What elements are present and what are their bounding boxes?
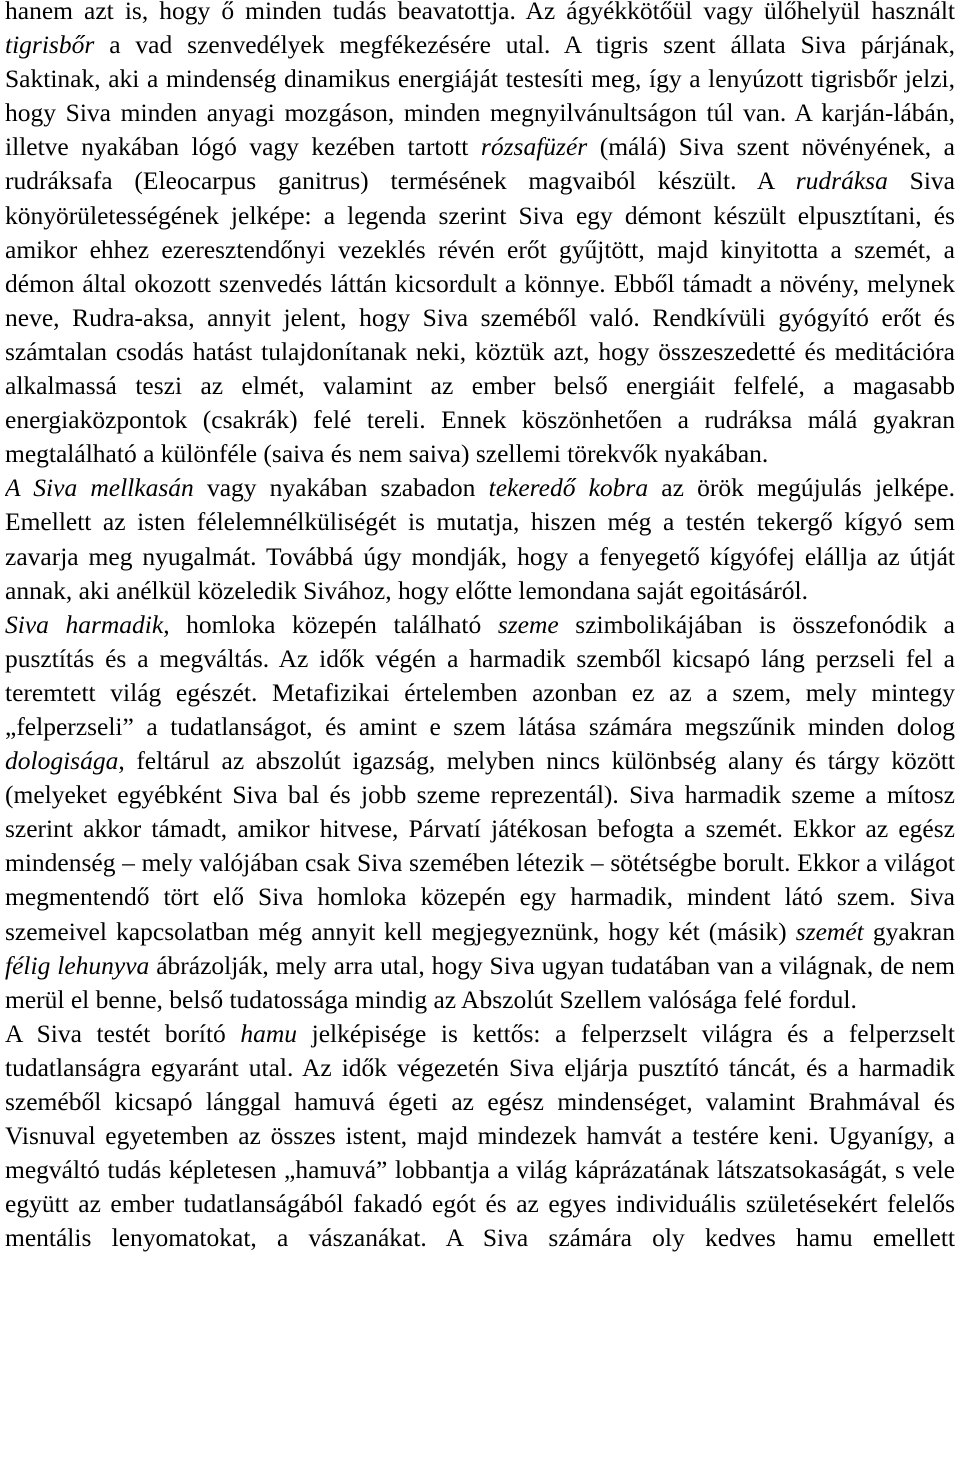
italic-term-tigrisbor: tigrisbőr [5, 30, 95, 60]
italic-term-rozsafuzer: rózsafüzér [480, 132, 588, 162]
text-segment: Siva könyörületességének jelképe: a legenda szerint Siva egy démont készült elpusztítani, és amikor ehhez ezeresztendőnyi vezeklés révén erőt gyűjtött, majd kinyitotta a szemét, a démon által okozott szenvedés láttán kicsordult a könnye. Ebből támadt a növény, melynek neve, Rudra-aksa, annyit jelent, hogy Siva szeméből való. Rendkívüli gyógyító erőt és számtalan csodás hatást tulajdonítanak neki, köztük azt, hogy összeszedetté és meditációra alkalmassá teszi az elmét, valamint az ember belső energiáit felfelé, a magasabb energiaközpontok (csakrák) felé tereli. Ennek köszönhetően a rudráksa málá gyakran megtalálható a különféle (saiva és nem saiva) szellemi törekvők nyakában. [5, 166, 955, 469]
italic-term-hamu: hamu [240, 1018, 298, 1048]
text-segment: szimbolikájában is összefonódik a pusztítás és a megváltás. Az idők végén a harmadik szemből kicsapó láng perzseli fel a teremtett világ egészét. Metafizikai értelemben azonban ez az a szem, mely mintegy „felperzseli” a tudatlanságot, és amint e szem látása számára megszűnik minden dolog [5, 609, 955, 741]
italic-term-felig-lehunyva: félig lehunyva [5, 950, 150, 980]
italic-term-rudraksa: rudráksa [795, 166, 888, 196]
text-segment: hanem azt is, hogy ő minden tudás beavatottja. Az ágyékkötőül vagy ülőhelyül használt [5, 0, 955, 25]
text-segment: A Siva testét borító [5, 1018, 241, 1048]
italic-term-szeme: szeme [497, 609, 559, 639]
italic-term-siva-harmadik: Siva harmadik [5, 609, 164, 639]
paragraph-cobra [5, 471, 955, 607]
text-segment: (málá) Siva szent növényének, a rudráksafa (Eleocarpus ganitrus) termésének magvaiból készült. A [5, 132, 955, 196]
text-segment: gyakran [863, 916, 955, 946]
text-segment: , homloka közepén található [163, 609, 498, 639]
text-segment: vagy nyakában szabadon [193, 473, 489, 503]
text-segment: ábrázolják, mely arra utal, hogy Siva ugyan tudatában van a világnak, de nem merül el benne, belső tudatossága mindig az Abszolút Szellem valósága felé fordul. [5, 950, 955, 1014]
italic-term-szemet: szemét [795, 916, 864, 946]
italic-term-tekeredo-kobra: tekeredő kobra [488, 473, 649, 503]
text-segment: a vad szenvedélyek megfékezésére utal. A tigris szent állata Siva párjának, Saktinak, aki a mindenség dinamikus energiáját testesíti meg, így a lenyúzott tigrisbőr jelzi, hogy Siva minden anyagi mozgáson, minden megnyilvánultságon túl van. A karján-lábán, illetve nyakában lógó vagy kezében tartott [5, 30, 955, 162]
text-segment: jelképisége is kettős: a felperzselt világra és a felperzselt tudatlanságra egyaránt utal. Az idők végezetén Siva eljárja pusztító táncát, és a harmadik szeméből kicsapó lánggal hamuvá égeti az egész mindenséget, valamint Brahmával és Visnuval egyetemben az összes istent, majd mindezek hamvát a testére keni. Ugyanígy, a megváltó tudás képletesen „hamuvá” lobbantja a világ káprázatának látszatsokaságát, s vele együtt az ember tudatlanságából fakadó egót és az egyes individuális születésekért felelős mentális lenyomatokat, a vászanákat. A Siva számára oly kedves hamu emellett [5, 1018, 955, 1253]
text-segment: az örök megújulás jelképe. Emellett az isten félelemnélküliségét is mutatja, hiszen még a testén tekergő kígyó sem zavarja meg nyugalmát. Továbbá úgy mondják, hogy a fenyegető kígyófej elállja az útját annak, aki anélkül közeledik Sivához, hogy előtte lemondana saját egoitásáról. [5, 473, 955, 605]
document-page [5, 0, 955, 1484]
italic-term-siva-mellkasan: A Siva mellkasán [5, 473, 194, 503]
italic-term-dologisaga: dologisága [5, 746, 119, 776]
text-segment: , feltárul az abszolút igazság, melyben nincs különbség alany és tárgy között (melyeket egyébként Siva bal és jobb szeme reprezentál). Siva harmadik szeme a mítosz szerint akkor támadt, amikor hitvese, Párvatí játékosan befogta a szemét. Ekkor az egész mindenség – mely valójában csak Siva szemében létezik – sötétségbe borult. Ekkor a világot megmentendő tört elő Siva homloka közepén egy harmadik, mindent látó szem. Siva szemeivel kapcsolatban még annyit kell megjegyeznünk, hogy két (másik) [5, 746, 955, 946]
paragraph-rosary-and-tiger-skin [5, 0, 955, 471]
paragraph-ash [5, 1017, 955, 1256]
paragraph-third-eye [5, 608, 955, 1017]
